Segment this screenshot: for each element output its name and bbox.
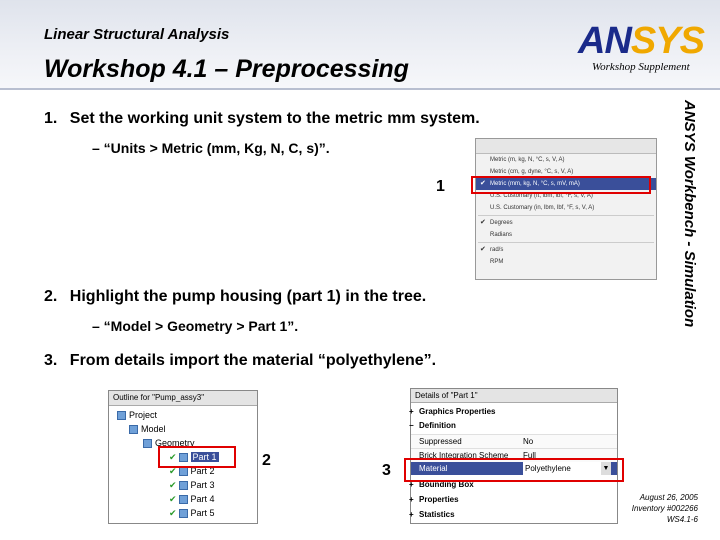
check-icon: ✔ (169, 494, 177, 504)
menu-item[interactable]: Metric (cm, g, dyne, °C, s, V, A) (490, 169, 574, 175)
tree-node-project[interactable]: Project (117, 409, 157, 421)
expand-icon: + (409, 407, 414, 416)
footer (610, 492, 698, 525)
part-icon (179, 509, 188, 518)
step-1-text: Set the working unit system to the metric mm system. (69, 110, 480, 127)
check-icon: ✔ (480, 246, 486, 253)
menu-item[interactable]: RPM (490, 259, 504, 265)
highlight-box-1 (471, 176, 651, 194)
step-2-text: Highlight the pump housing (part 1) in the tree. (69, 288, 427, 305)
row-suppressed[interactable]: Suppressed No (411, 434, 617, 448)
part-icon (179, 467, 188, 476)
header-divider (0, 88, 720, 90)
menu-item-selected[interactable]: ✔ Metric (mm, kg, N, °C, s, mV, mA) (476, 178, 656, 190)
logo-part-a: AN (578, 20, 631, 62)
tree-node-part-5[interactable]: ✔ Part 5 (169, 508, 215, 518)
tree-node-part-4[interactable]: ✔ Part 4 (169, 494, 215, 504)
step-1-number: 1. (44, 110, 58, 127)
logo-part-b: SYS (630, 20, 704, 62)
project-icon (117, 411, 126, 420)
course-title: Linear Structural Analysis (44, 26, 230, 43)
highlight-box-3 (404, 458, 624, 482)
material-dropdown[interactable]: Polyethylene (523, 462, 611, 475)
expand-icon: + (409, 480, 414, 489)
expand-icon: + (409, 510, 414, 519)
part-icon (179, 481, 188, 490)
tree-title: Outline for "Pump_assy3" (109, 391, 257, 406)
details-title: Details of "Part 1" (411, 389, 617, 403)
group-bounding-box[interactable]: + Bounding Box (409, 480, 474, 489)
menu-item[interactable]: Metric (m, kg, N, °C, s, V, A) (490, 157, 565, 163)
menu-item[interactable]: U.S. Customary (in, lbm, lbf, °F, s, V, A) (490, 205, 595, 211)
row-material[interactable]: Material Polyethylene ▼ (411, 462, 617, 475)
group-statistics[interactable]: + Statistics (409, 510, 455, 519)
group-properties[interactable]: + Properties (409, 495, 459, 504)
callout-1: 1 (436, 178, 445, 195)
menu-toolbar (476, 139, 656, 154)
menu-separator (478, 215, 654, 216)
step-3 (44, 352, 436, 370)
workshop-title: Workshop 4.1 – Preprocessing (44, 55, 409, 83)
group-graphics-properties[interactable]: + Graphics Properties (409, 407, 496, 416)
side-label: ANSYS Workbench - Simulation (681, 100, 698, 328)
callout-2: 2 (262, 452, 271, 469)
tree-node-model[interactable]: Model (129, 423, 166, 435)
footer-code: WS4.1-6 (666, 515, 698, 524)
side-label-strip (676, 100, 698, 420)
step-1 (44, 110, 480, 128)
step-2-sub: – “Model > Geometry > Part 1”. (92, 318, 299, 334)
step-3-number: 3. (44, 352, 58, 369)
menu-item[interactable]: Radians (490, 232, 513, 238)
expand-icon: + (409, 495, 414, 504)
collapse-icon: − (409, 421, 414, 430)
dropdown-arrow-icon[interactable]: ▼ (601, 462, 611, 475)
step-2-number: 2. (44, 288, 58, 305)
menu-item[interactable]: ✔ Degrees (476, 217, 656, 229)
ansys-logo (578, 20, 704, 63)
callout-3: 3 (382, 462, 391, 479)
footer-inventory: Inventory #002266 (631, 504, 698, 513)
model-icon (129, 425, 138, 434)
tree-node-part-2[interactable]: ✔ Part 2 (169, 466, 215, 476)
group-definition[interactable]: − Definition (409, 421, 456, 430)
check-icon: ✔ (169, 480, 177, 490)
workshop-supplement: Workshop Supplement (592, 61, 690, 73)
footer-date: August 26, 2005 (639, 493, 698, 502)
units-menu-screenshot (475, 138, 657, 280)
tree-node-part-3[interactable]: ✔ Part 3 (169, 480, 215, 490)
row-brick-integration[interactable]: Brick Integration Scheme Full (411, 448, 617, 462)
tree-node-geometry[interactable]: Geometry (143, 437, 195, 449)
check-icon: ✔ (480, 219, 486, 226)
details-panel-screenshot (410, 388, 618, 524)
menu-item[interactable]: ✔ rad/s (476, 244, 656, 256)
check-icon: ✔ (480, 180, 486, 187)
tree-node-part-1[interactable]: ✔ Part 1 (169, 452, 217, 462)
check-icon: ✔ (169, 452, 177, 462)
part-icon (179, 495, 188, 504)
menu-separator (478, 242, 654, 243)
step-3-text: From details import the material “polyethylene”. (69, 352, 437, 369)
highlight-box-2 (158, 446, 236, 468)
geometry-icon (143, 439, 152, 448)
step-1-sub: – “Units > Metric (mm, Kg, N, C, s)”. (92, 140, 330, 156)
check-icon: ✔ (169, 466, 177, 476)
step-2 (44, 288, 426, 306)
check-icon: ✔ (169, 508, 177, 518)
menu-item[interactable]: U.S. Customary (ft, lbm, lbf, °F, s, V, A) (490, 193, 593, 199)
